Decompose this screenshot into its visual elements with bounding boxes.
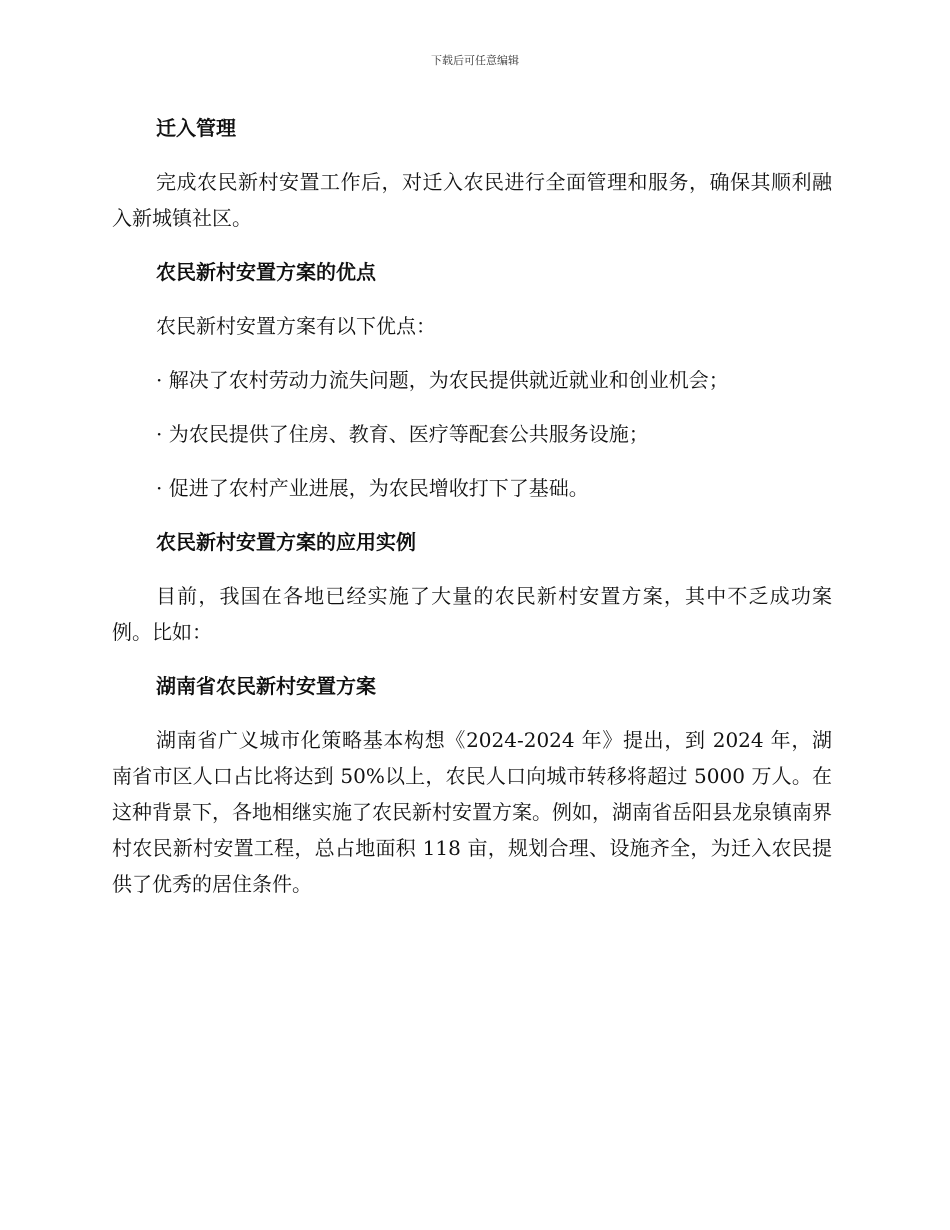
spacer <box>112 452 832 470</box>
section-heading-application-examples: 农民新村安置方案的应用实例 <box>156 530 416 554</box>
section-heading-advantages: 农民新村安置方案的优点 <box>156 260 376 284</box>
spacer <box>112 290 832 308</box>
bullet-item: · 促进了农村产业进展，为农民增收打下了基础。 <box>156 476 589 500</box>
section-heading-hunan-plan: 湖南省农民新村安置方案 <box>156 674 376 698</box>
spacer <box>112 236 832 254</box>
paragraph-advantages-intro: 农民新村安置方案有以下优点： <box>156 314 436 338</box>
spacer <box>112 506 832 524</box>
spacer <box>112 344 832 362</box>
spacer <box>112 398 832 416</box>
paragraph-hunan-plan: 湖南省广义城市化策略基本构想《2024-2024 年》提出，到 2024 年，湖南省市区人口占比将达到 50%以上，农民人口向城市转移将超过 5000 万人。在这种背景下，各地相继实施了农民新村安置方案。例如，湖南省岳阳县龙泉镇南界村农民新村安置工程，总占地面积 118 亩，规划合理、设施齐全，为迁入农民提供了优秀的居住条件。 <box>112 728 832 896</box>
section-heading-migration-management: 迁入管理 <box>156 116 236 140</box>
spacer <box>112 650 832 668</box>
document-body <box>112 110 832 902</box>
spacer <box>112 560 832 578</box>
paragraph-migration-management: 完成农民新村安置工作后，对迁入农民进行全面管理和服务，确保其顺利融入新城镇社区。 <box>112 170 832 230</box>
bullet-item: · 为农民提供了住房、教育、医疗等配套公共服务设施； <box>156 422 649 446</box>
page-header-note: 下载后可任意编辑 <box>431 54 519 67</box>
bullet-item: · 解决了农村劳动力流失问题，为农民提供就近就业和创业机会； <box>156 368 729 392</box>
paragraph-application-examples: 目前，我国在各地已经实施了大量的农民新村安置方案，其中不乏成功案例。比如： <box>112 584 832 644</box>
spacer <box>112 704 832 722</box>
spacer <box>112 146 832 164</box>
